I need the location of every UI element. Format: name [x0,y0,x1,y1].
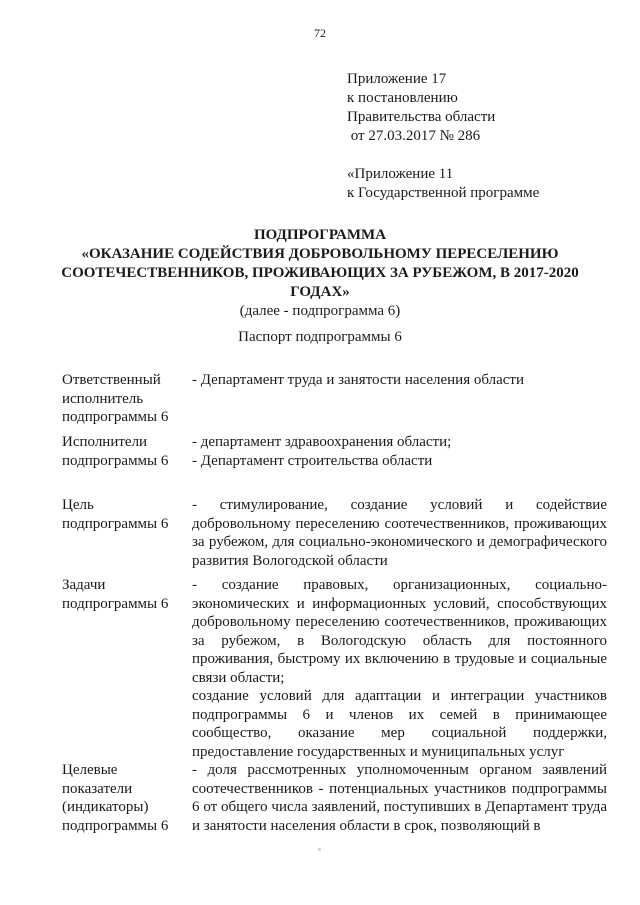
scan-speck [318,848,321,851]
appendix-line: к Государственной программе [347,185,540,201]
passport-title: Паспорт подпрограммы 6 [238,329,402,345]
row-label: Целевые показатели (индикаторы) подпрограммы 6 [62,762,169,834]
passport-row-indicators [62,761,607,835]
row-content: - создание правовых, организационных, социально-экономических и информационных условий, способствующих добровольному переселению соотечественников, проживающих за рубежом, в Вологодскую область для постоянного проживания, быстрому их включению в трудовые и социальные связи области; создание условий для адаптации и интеграции участников подпрограммы 6 и членов их семей в принимающее сообщество, оказание мер социальной поддержки, предоставление государственных и муниципальных услуг [192,577,607,760]
appendix-line: от 27.03.2017 № 286 [347,128,481,144]
subprogram-title [40,226,600,321]
appendix-line: Правительства области [347,109,496,125]
passport-row-responsible [62,371,607,427]
title-heading: ПОДПРОГРАММА [253,227,387,243]
row-label: Цель подпрограммы 6 [62,497,169,532]
passport-row-goal [62,496,607,570]
passport-row-tasks [62,576,607,761]
appendix-line: к постановлению [347,90,458,106]
appendix-line: «Приложение 11 [347,166,454,182]
appendix-line: Приложение 17 [347,71,447,87]
passport-row-executors [62,433,607,470]
row-content: - доля рассмотренных уполномоченным органом заявлений соотечественников - потенциальных участников подпрограммы 6 от общего числа заявлений, поступивших в Департамент труда и занятости населения области в срок, позволяющий в [192,762,607,834]
row-content: - стимулирование, создание условий и содействие добровольному переселению соотечественников, проживающих за рубежом, для социально-экономического и демографического развития Вологодской области [192,497,607,569]
row-label: Исполнители подпрограммы 6 [62,434,169,469]
row-content: - департамент здравоохранения области; - Департамент строительства области [192,434,452,469]
row-label: Задачи подпрограммы 6 [62,577,169,612]
title-subtitle: (далее - подпрограмма 6) [239,303,401,319]
appendix-note [347,70,539,203]
row-label: Ответственный исполнитель подпрограммы 6 [62,372,169,425]
page-number: 72 [314,26,326,40]
row-content: - Департамент труда и занятости населения области [192,372,524,388]
title-name: «ОКАЗАНИЕ СОДЕЙСТВИЯ ДОБРОВОЛЬНОМУ ПЕРЕСЕЛЕНИЮ СООТЕЧЕСТВЕННИКОВ, ПРОЖИВАЮЩИХ ЗА РУБЕЖОМ, В 2017-2020 ГОДАХ» [61,246,579,300]
